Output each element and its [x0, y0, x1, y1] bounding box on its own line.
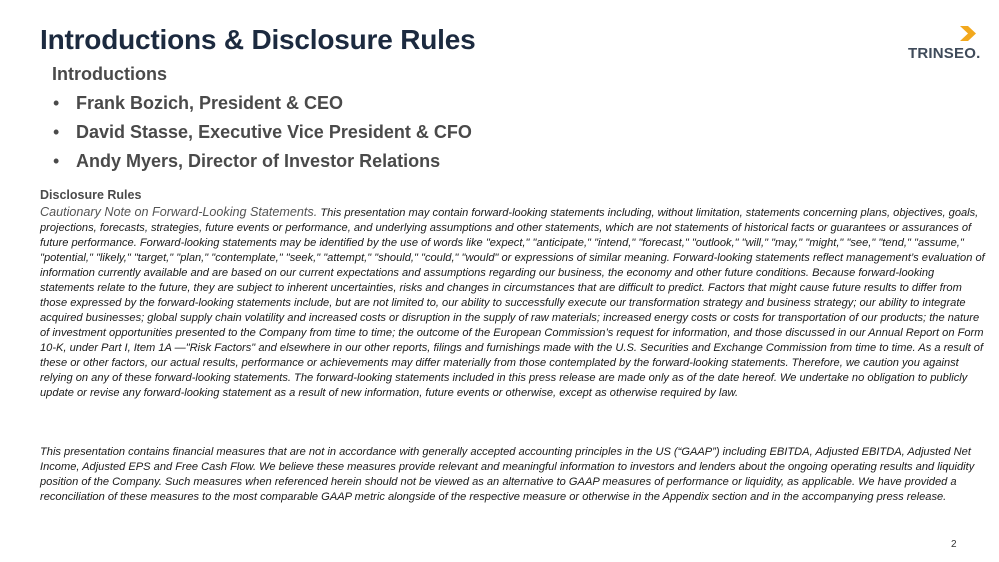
cautionary-note-paragraph	[40, 205, 985, 401]
bullet-icon: •	[53, 93, 60, 113]
cautionary-note-lead: Cautionary Note on Forward-Looking Statements.	[40, 205, 318, 219]
slide-title: Introductions & Disclosure Rules	[40, 24, 476, 55]
bullet-icon: •	[53, 122, 60, 142]
cautionary-note-text: This presentation may contain forward-looking statements including, without limitation, statements concerning plans, objectives, goals, projections, forecasts, strategies, future events or performance, and underlying assumptions and other statements, which are not statements of historical facts or guarantees or assurances of future performance. Forward-looking statements may be identified by the use of words like "expect," "anticipate," "intend," "forecast," "outlook," "will," "may," "might," "see," "tend," "assume," "potential," "likely," "target," "plan," "contemplate," "seek," "attempt," "should," "could," "would" or expressions of similar meaning. Forward-looking statements reflect management’s evaluation of information currently available and are based on our current expectations and assumptions regarding our business, the economy and other future conditions. Because forward-looking statements relate to the future, they are subject to inherent uncertainties, risks and changes in circumstances that are difficult to predict. Factors that might cause future results to differ from those expressed by the forward-looking statements include, but are not limited to, our ability to successfully execute our transformation strategy and business strategy; our ability to integrate acquired businesses; global supply chain volatility and increased costs or disruption in the supply of raw materials; increased energy costs or costs for transportation of our products; the nature of investment opportunities presented to the Company from time to time; the outcome of the European Commission’s request for information, and those discussed in our Annual Report on Form 10-K, under Part I, Item 1A —"Risk Factors" and elsewhere in our other reports, filings and furnishings made with the U.S. Securities and Exchange Commission from time to time. As a result of these or other factors, our actual results, performance or achievements may differ materially from those contemplated by the forward-looking statements. Therefore, we caution you against relying on any of these forward-looking statements. The forward-looking statements included in this press release are made only as of the date hereof. We undertake no obligation to publicly update or revise any forward-looking statement as a result of new information, future events or otherwise, except as otherwise required by law.	[40, 207, 985, 399]
logo-wordmark: TRINSEO.	[908, 45, 981, 62]
list-item	[52, 150, 472, 179]
person-name-title: David Stasse, Executive Vice President & CFO	[76, 122, 472, 142]
chevron-mark-icon	[960, 26, 978, 41]
disclosure-heading: Disclosure Rules	[40, 188, 142, 202]
person-name-title: Frank Bozich, President & CEO	[76, 93, 344, 113]
introductions-list	[52, 92, 472, 179]
trinseo-logo	[908, 26, 984, 66]
bullet-icon: •	[53, 151, 60, 171]
person-name-title: Andy Myers, Director of Investor Relations	[76, 151, 441, 171]
non-gaap-paragraph: This presentation contains financial measures that are not in accordance with generally accepted accounting principles in the US (“GAAP”) including EBITDA, Adjusted EBITDA, Adjusted Net Income, Adjusted EPS and Free Cash Flow. We believe these measures provide relevant and meaningful information to investors and lenders about the ongoing operating results and liquidity position of the Company. Such measures when referenced herein should not be viewed as an alternative to GAAP measures of performance or liquidity, as applicable. We have provided a reconciliation of these measures to the most comparable GAAP metric alongside of the respective measure or otherwise in the Appendix section and in the accompanying press release.	[40, 446, 975, 503]
list-item	[52, 92, 472, 121]
page-number: 2	[951, 539, 957, 550]
list-item	[52, 121, 472, 150]
introductions-heading: Introductions	[52, 64, 167, 84]
